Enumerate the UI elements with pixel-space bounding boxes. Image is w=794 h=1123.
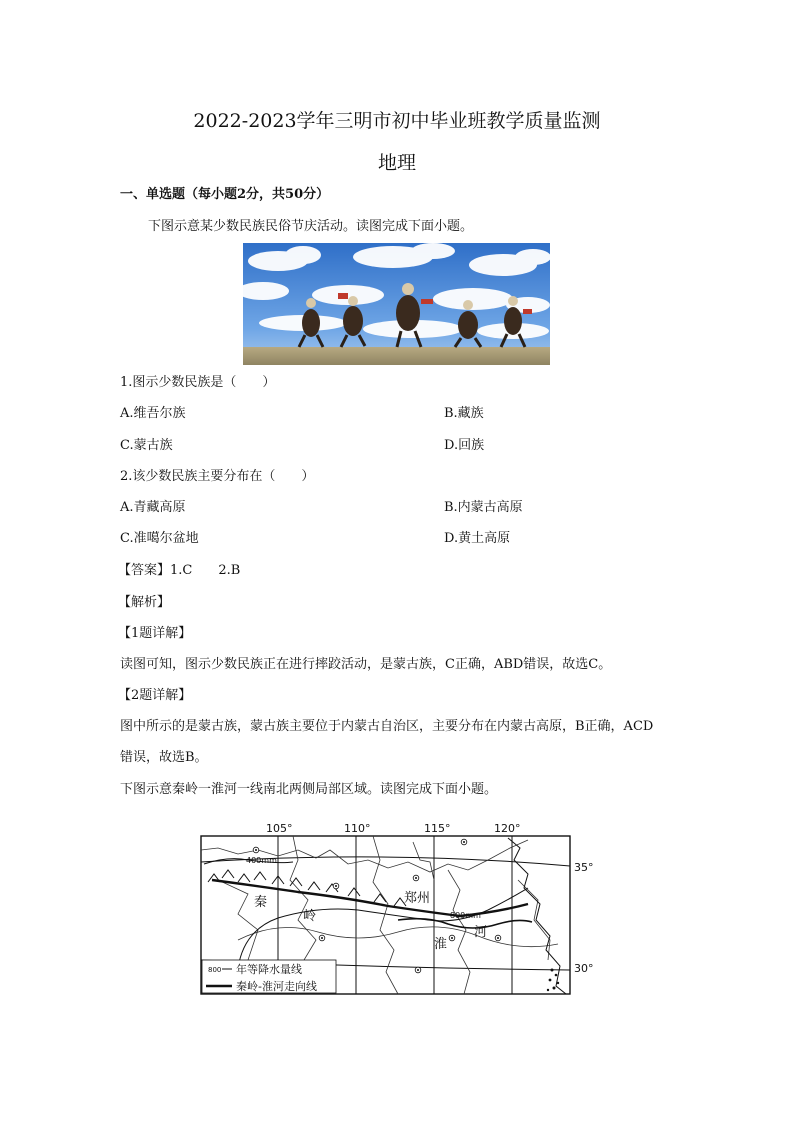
lon-label-120: 120° xyxy=(494,822,521,835)
analysis-heading: 【解析】 xyxy=(118,595,171,610)
lat-label-30: 30° xyxy=(574,962,594,975)
q1-detail-text: 读图可知，图示少数民族正在进行摔跤活动，是蒙古族，C正确，ABD错误，故选C。 xyxy=(120,657,612,672)
legend-line-text: 秦岭-淮河走向线 xyxy=(236,980,317,993)
lon-label-115: 115° xyxy=(424,822,451,835)
question-2-option-b: B.内蒙古高原 xyxy=(444,500,523,515)
label-he: 河 xyxy=(474,925,488,940)
exam-title: 2022-2023学年三明市初中毕业班教学质量监测 xyxy=(193,110,601,132)
section-heading: 一、单选题（每小题2分，共50分） xyxy=(120,187,330,202)
label-zhengzhou: 郑州 xyxy=(404,891,431,906)
label-huai: 淮 xyxy=(434,937,448,952)
question-1-option-c: C.蒙古族 xyxy=(120,438,173,453)
question-2-option-a: A.青藏高原 xyxy=(120,500,186,515)
intro-text-2: 下图示意秦岭一淮河一线南北两侧局部区域。读图完成下面小题。 xyxy=(120,782,498,797)
q2-detail-heading: 【2题详解】 xyxy=(118,688,192,703)
lon-label-105: 105° xyxy=(266,822,293,835)
isohyet-400-label: 400mm xyxy=(246,856,277,865)
question-1-option-d: D.回族 xyxy=(444,438,485,453)
label-qin: 秦 xyxy=(254,895,268,910)
question-1-stem: 1.图示少数民族是（ ） xyxy=(120,375,276,390)
question-1-option-b: B.藏族 xyxy=(444,406,484,421)
isohyet-800-label: 800mm xyxy=(450,911,481,920)
subject-title: 地理 xyxy=(377,152,416,174)
qinling-huaihe-map xyxy=(198,820,598,1002)
q2-detail-text-line2: 错误，故选B。 xyxy=(120,750,208,765)
q1-detail-heading: 【1题详解】 xyxy=(118,626,192,641)
festival-photo xyxy=(243,243,550,365)
answer-line: 【答案】1.C 2.B xyxy=(118,563,241,578)
label-ling: 岭 xyxy=(303,909,317,924)
intro-text-1: 下图示意某少数民族民俗节庆活动。读图完成下面小题。 xyxy=(148,219,474,234)
question-1-option-a: A.维吾尔族 xyxy=(120,406,186,421)
legend-isohyet-text: 年等降水量线 xyxy=(236,963,302,976)
question-2-stem: 2.该少数民族主要分布在（ ） xyxy=(120,469,315,484)
legend-isohyet-sample: 800 xyxy=(208,966,222,974)
question-2-option-c: C.准噶尔盆地 xyxy=(120,531,199,546)
question-2-option-d: D.黄土高原 xyxy=(444,531,511,546)
lat-label-35: 35° xyxy=(574,861,594,874)
lon-label-110: 110° xyxy=(344,822,371,835)
q2-detail-text-line1: 图中所示的是蒙古族，蒙古族主要位于内蒙古自治区，主要分布在内蒙古高原，B正确，ACD xyxy=(120,719,654,734)
